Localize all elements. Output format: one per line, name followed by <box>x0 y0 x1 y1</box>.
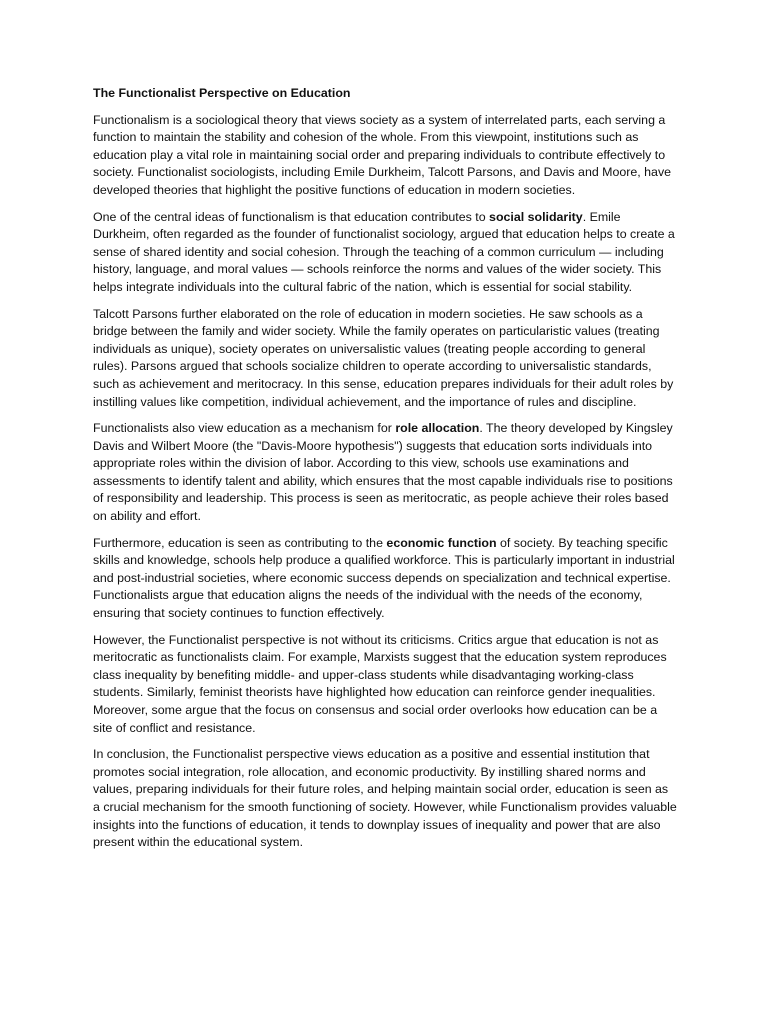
paragraph-text: However, the Functionalist perspective is not without its criticisms. Critics argue that education is not as meritocratic as functionalists claim. For example, Marxists suggest that the education system reproduces class inequality by benefiting middle- and upper-class students while disadvantaging working-class students. Similarly, feminist theorists have highlighted how education can reinforce gender inequalities. Moreover, some argue that the focus on consensus and social order overlooks how education can be a site of conflict and resistance. <box>93 632 667 735</box>
paragraph-text: One of the central ideas of functionalism is that education contributes to <box>93 209 490 224</box>
bold-term-economic-function: economic function <box>386 535 497 550</box>
paragraph-text: Functionalists also view education as a mechanism for <box>93 421 396 436</box>
paragraph-conclusion <box>93 746 678 852</box>
paragraph-text: Furthermore, education is seen as contributing to the <box>93 535 387 550</box>
paragraph-text: . Emile Durkheim, often regarded as the founder of functionalist sociology, argued that education helps to create a sense of shared identity and social cohesion. Through the teaching of a common curriculum — including history, language, and moral values — schools reinforce the norms and values of the wider society. This helps integrate individuals into the cultural fabric of the nation, which is essential for social stability. <box>93 209 675 294</box>
paragraph-text: Talcott Parsons further elaborated on the role of education in modern societies. He saw schools as a bridge between the family and wider society. While the family operates on particularistic values (treating individuals as unique), society operates on universalistic values (treating people according to general rules). Parsons argued that schools socialize children to operate according to universalistic standards, such as achievement and meritocracy. In this sense, education prepares individuals for their adult roles by instilling values like competition, individual achievement, and the importance of rules and discipline. <box>93 306 674 409</box>
paragraph-parsons <box>93 306 678 412</box>
paragraph-economic-function <box>93 535 678 623</box>
paragraph-social-solidarity <box>93 209 678 297</box>
paragraph-criticisms <box>93 632 678 738</box>
document-page <box>93 85 678 861</box>
bold-term-social-solidarity: social solidarity <box>489 209 583 224</box>
paragraph-text: Functionalism is a sociological theory that views society as a system of interrelated parts, each serving a function to maintain the stability and cohesion of the whole. From this viewpoint, institutions such as education play a vital role in maintaining social order and preparing individuals to contribute effectively to society. Functionalist sociologists, including Emile Durkheim, Talcott Parsons, and Davis and Moore, have developed theories that highlight the positive functions of education in modern societies. <box>93 112 672 197</box>
paragraph-role-allocation <box>93 420 678 526</box>
paragraph-text: of society. By teaching specific skills and knowledge, schools help produce a qualified workforce. This is particularly important in industrial and post-industrial societies, where economic success depends on specialization and technical expertise. Functionalists argue that education aligns the needs of the individual with the needs of the economy, ensuring that society continues to function effectively. <box>93 535 675 621</box>
paragraph-intro <box>93 112 678 200</box>
document-title: The Functionalist Perspective on Education <box>93 86 351 100</box>
bold-term-role-allocation: role allocation <box>395 421 480 436</box>
paragraph-text: In conclusion, the Functionalist perspective views education as a positive and essential institution that promotes social integration, role allocation, and economic productivity. By instilling shared norms and values, preparing individuals for their future roles, and helping maintain social order, education is seen as a crucial mechanism for the smooth functioning of society. However, while Functionalism provides valuable insights into the functions of education, it tends to downplay issues of inequality and power that are also present within the educational system. <box>93 747 677 850</box>
paragraph-text: . The theory developed by Kingsley Davis and Wilbert Moore (the "Davis-Moore hypothesis") suggests that education sorts individuals into appropriate roles within the division of labor. According to this view, schools use examinations and assessments to identify talent and ability, which ensures that the most capable individuals rise to positions of responsibility and leadership. This process is seen as meritocratic, as people achieve their roles based on ability and effort. <box>93 421 673 524</box>
